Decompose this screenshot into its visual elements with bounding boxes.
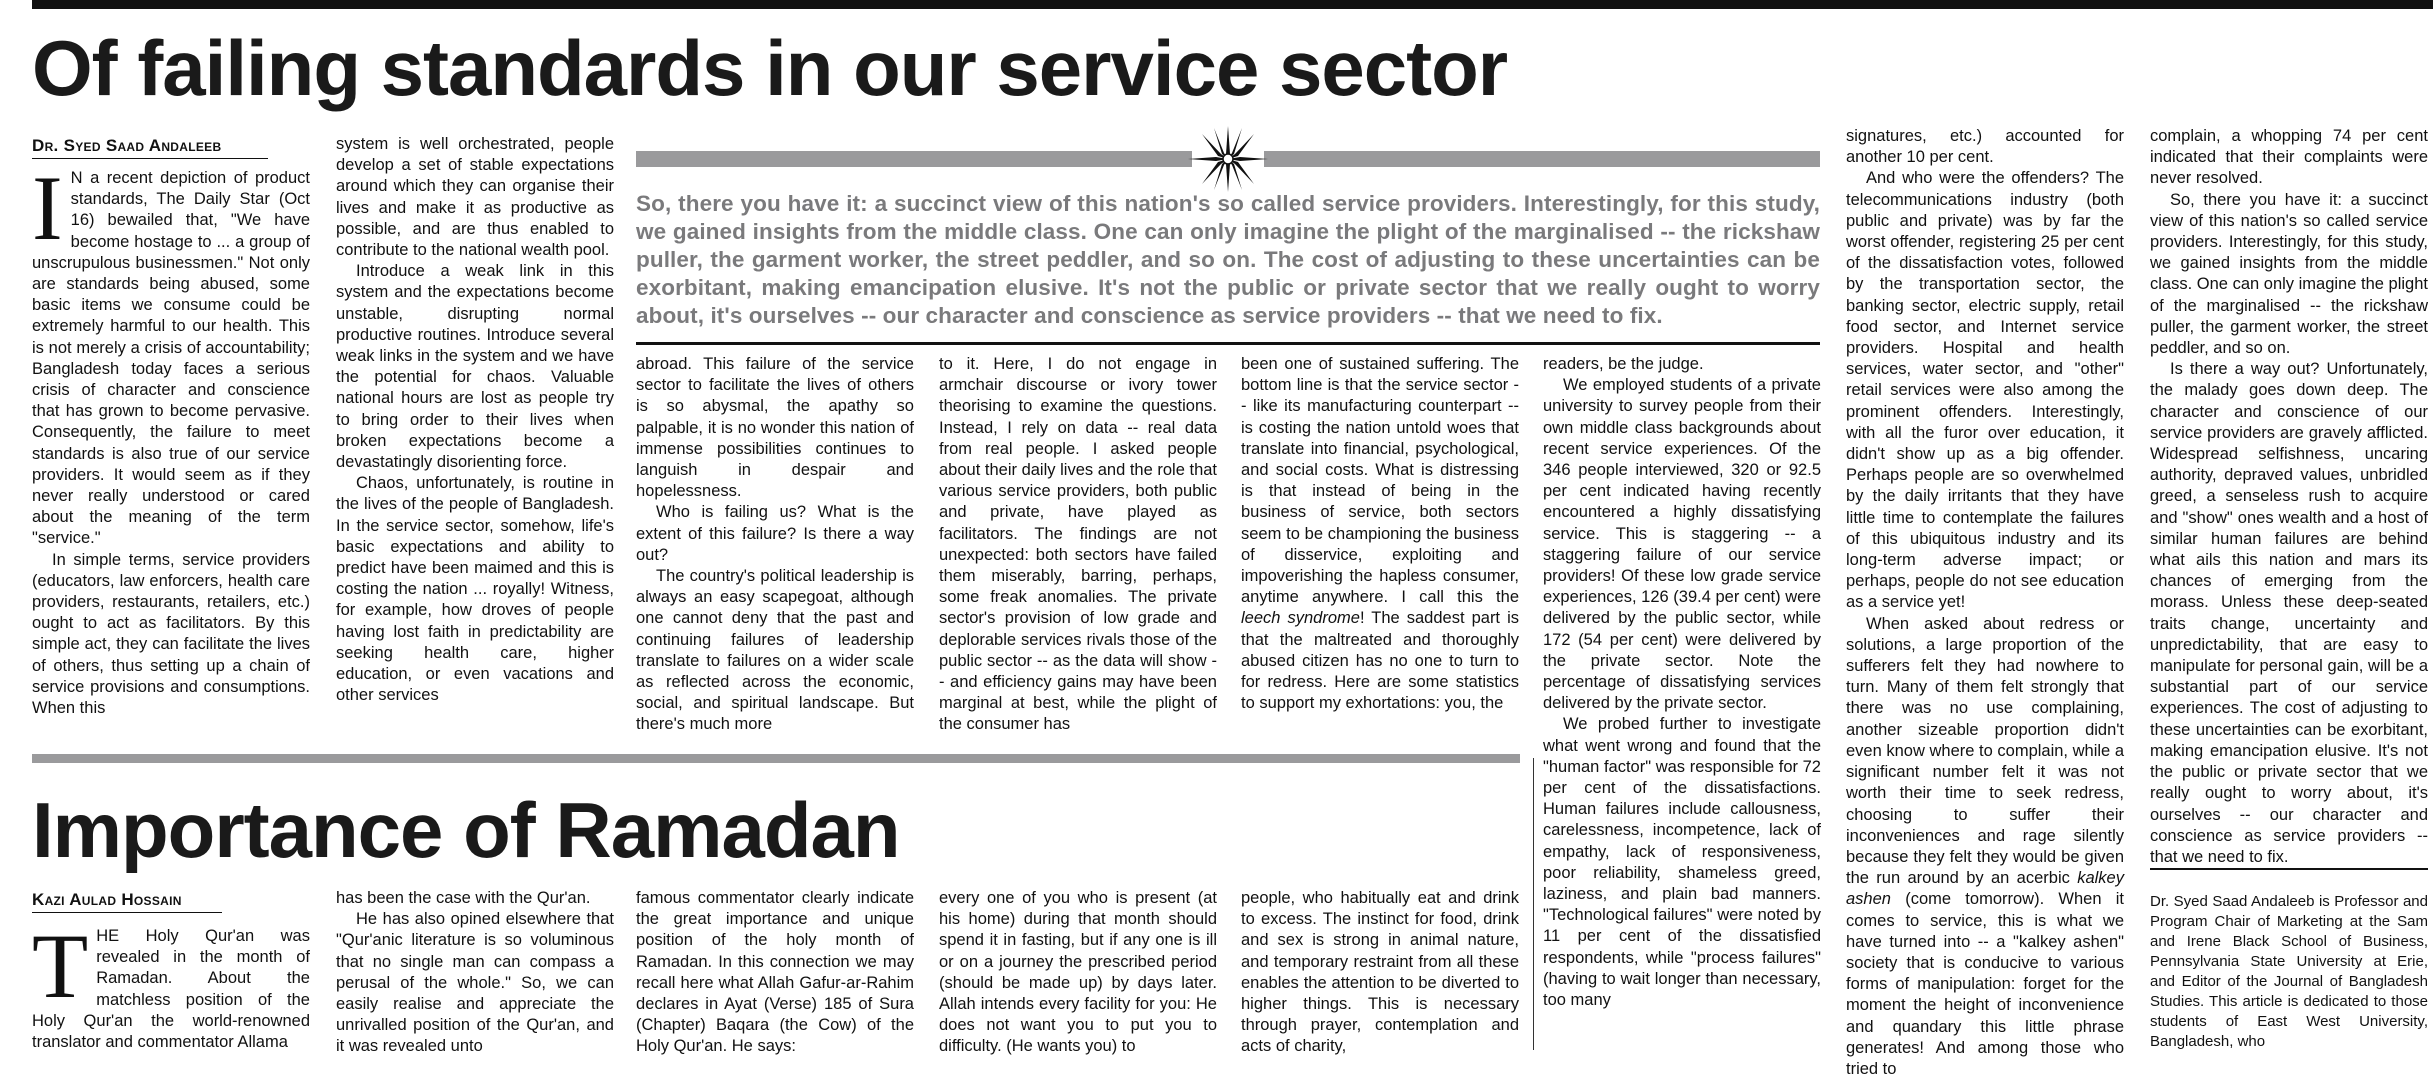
section-divider [32,754,1520,763]
article2-column-4 [939,888,1217,1056]
article1-column-1 [32,157,310,728]
paragraph: We probed further to investigate what went wrong and found that the "human factor" was responsible for 72 per cent of the dissatisfactions. Human failures include callousness, carelessness, incompetence, lack of empathy, lack of responsiveness, poor reliability, shameless greed, laziness, and plain bad manners. "Technological failures" were noted by 11 per cent of the dissatisfied respondents, while "process failures" (having to wait longer than necessary, too many [1543,715,1821,1010]
paragraph: has been the case with the Qur'an. [336,889,591,907]
paragraph: system is well orchestrated, people develop a set of stable expectations around which they can organise their lives and make it as productive as possible, and are thus enabled to contribute to the national wealth pool. [336,135,614,260]
top-rule [32,0,2433,9]
paragraph: readers, be the judge. [1543,355,1704,373]
paragraph: He has also opined elsewhere that "Qur'anic literature is so voluminous that no single man can compass a perusal of the whole." So, we can easily realise and appreciate the unrivalled position of the Qur'an, and it was revealed unto [336,910,614,1056]
pullquote-bar-right [1264,151,1820,167]
article2-column-1 [32,915,310,1052]
paragraph: people, who habitually eat and drink to excess. The instinct for food, drink and sex is strong in animal nature, and temporary restraint from all these enables the attention to be diverted to higher things. This is necessary through prayer, contemplation and acts of charity, [1241,889,1519,1056]
article1-column-5 [1241,354,1519,728]
article2-column-2 [336,888,614,1056]
article1-column-7 [1846,126,2124,1078]
byline-text: Dr. Syed Saad Andaleeb [32,136,222,155]
paragraph: abroad. This failure of the service sector to facilitate the lives of others is so abysmal, the apathy so palpable, it is no wonder this nation of immense possibilities continues to languish in despair and hopelessness. [636,355,914,501]
paragraph: When asked about redress or solutions, a large proportion of the sufferers felt they had nowhere to turn. Many of them felt strongly that there was no use complaining, another sizeable proportion didn't even know where to complain, while a significant number felt it was not worth their time to seek redress, choosing to suffer their inconveniences and rage silently because they felt they would be given the run around by an acerbic [1846,614,2124,888]
article1-column-6 [1543,354,1821,1054]
emphasis: kalkey ashen [1846,869,2124,909]
paragraph: So, there you have it: a succinct view of this nation's so called service providers. Interestingly, for this study, we gained insights from the middle class. One can only imagine the plight of the marginalised -- the rickshaw puller, the garment worker, the street peddler, and so on. [2150,190,2428,358]
pullquote-bottom-rule [636,342,1820,345]
paragraph: been one of sustained suffering. The bottom line is that the service sector -- like its manufacturing counterpart -- is costing the nation untold woes that translate into financial, psychological, and social costs. What is distressing is that instead of being in the business of service, both sectors seem to be championing the business of disservice, exploiting and impoverishing the hapless consumer, anytime anywhere. I call this the [1241,355,1519,607]
article2-byline [32,888,222,913]
starburst-icon [1188,126,1268,192]
dropcap: T [32,915,89,1017]
bio-rule [2150,868,2428,870]
article1-column-8 [2150,126,2428,868]
pullquote: So, there you have it: a succinct view of this nation's so called service providers. Interestingly, for this study, we gained insights from the middle class. One can only imagine the plight of the marginalised -- the rickshaw puller, the garment worker, the street peddler, and so on. The cost of adjusting to these uncertainties can be exorbitant, making emancipation elusive. It's not the public or private sector that we really ought to worry about, it's ourselves -- our character and conscience as service providers -- that we need to fix. [636,191,1820,328]
paragraph: In simple terms, service providers (educators, law enforcers, health care providers, restaurants, retailers, etc.) ought to act as facilitators. By this simple act, they can facilitate the lives of others, thus setting up a chain of service provisions and consumptions. When this [32,550,310,718]
emphasis: leech syndrome [1241,609,1360,628]
paragraph: Is there a way out? Unfortunately, the malady goes down deep. The character and conscience of our service providers are gravely afflicted. Widespread selfishness, uncaring authority, depraved values, unbridled greed, a senseless rush to acquire and "show" ones wealth and a host of similar human failures are behind what ails this nation and mars its chances of emerging from the morass. Unless these deep-seated traits change, uncertainty and unpredictability, that are easy to manipulate for personal gain, will be a substantial part of our service experiences. The cost of adjusting to these uncertainties can be exorbitant, making emancipation elusive. It's not the public or private sector that we really ought to worry about, it's ourselves -- our character and conscience as service providers -- that we need to fix. [2150,360,2428,866]
author-bio: Dr. Syed Saad Andaleeb is Professor and Program Chair of Marketing at the Sam and Irene Black School of Business, Pennsylvania State University at Erie, and Editor of the Journal of Bangladesh Studies. This article is dedicated to those students of East West University, Bangladesh, who [2150,893,2428,1050]
paragraph: The country's political leadership is always an easy scapegoat, although one cannot deny that the past and continuing failures of leadership translate to failures on a wider scale as reflected across the economic, social, and spiritual landscape. But there's much more [636,567,914,734]
paragraph: ! The saddest part is that the maltreated and thoroughly abused citizen has no one to turn to for redress. Here are some statistics to support my exhortations: you, the [1241,609,1519,713]
paragraph: Introduce a weak link in this system and the expectations become unstable, disrupting normal productive routines. Introduce several weak links in the system and we have the potential for chaos. Valuable national hours are lost as people try to bring order to their lives when broken expectations become a devastatingly disorienting force. [336,262,614,472]
article1-column-2 [336,134,614,728]
dropcap: I [32,157,63,259]
paragraph: HE Holy Qur'an was revealed in the month of Ramadan. About the matchless position of the Holy Qur'an the world-renowned translator and commentator Allama [32,927,310,1052]
article2-headline: Importance of Ramadan [32,786,900,874]
article1-byline [32,134,268,159]
paragraph: famous commentator clearly indicate the great importance and unique position of the holy month of Ramadan. In this connection we may recall here what Allah Gafur-ar-Rahim declares in Ayat (Verse) 185 of Sura (Chapter) Baqara (the Cow) of the Holy Qur'an. He says: [636,889,914,1056]
article1-column-4 [939,354,1217,734]
paragraph: We employed students of a private university to survey people from their own middle class backgrounds about recent service experiences. Of the 346 people interviewed, 320 or 92.5 per cent indicated having recently encountered a highly dissatisfying service. This is staggering -- a staggering failure of our service providers! Of these low grade service experiences, 126 (39.4 per cent) were delivered by the public sector, while 172 (54 per cent) were delivered by the private sector. Note the percentage of dissatisfying services delivered by the private sector. [1543,376,1821,713]
article2-column-3 [636,888,914,1056]
paragraph: And who were the offenders? The telecommunications industry (both public and private) was by far the worst offender, registering 25 per cent of the dissatisfaction votes, followed by the transportation sector, the banking sector, electric supply, retail food sector, and Internet service providers. Hospital and health services, water sector, and "other" retail services were also among the prominent offenders. Interestingly, with all the furor over education, it didn't show up as a big offender. Perhaps people are so overwhelmed by the daily irritants that they have little time to contemplate the failures of this ubiquitous industry and its long-term adverse impact; or perhaps, people do not see education as a service yet! [1846,169,2124,612]
paragraph: every one of you who is present (at his home) during that month should spend it in fasting, but if any one is ill or on a journey the prescribed period (should be made up) by days later. Allah intends every facility for you: He does not want you to put you to difficulty. (He wants you) to [939,889,1217,1056]
paragraph: to it. Here, I do not engage in armchair discourse or ivory tower theorising to examine the questions. Instead, I rely on data -- real data from real people. I asked people about their daily lives and the role that various service providers, both public and private, have played as facilitators. The findings are not unexpected: both sectors have failed them miserably, barring, perhaps, some freak anomalies. The private sector's provision of low grade and deplorable services rivals those of the public sector -- as the data will show -- and efficiency gains may have been marginal at best, while the plight of the consumer has [939,355,1217,734]
article1-headline: Of failing standards in our service sector [32,24,1508,112]
pullquote-bar-left [636,151,1192,167]
article1-column-3 [636,354,914,734]
paragraph: complain, a whopping 74 per cent indicated that their complaints were never resolved. [2150,127,2428,188]
paragraph: Chaos, unfortunately, is routine in the lives of the people of Bangladesh. In the service sector, somehow, life's basic expectations and ability to predict have been maimed and this is costing the nation ... royally! Witness, for example, how droves of people having lost faith in predictability are seeking health care, higher education, or even vacations and other services [336,474,614,705]
byline-text: Kazi Aulad Hossain [32,890,182,909]
paragraph: Who is failing us? What is the extent of this failure? Is there a way out? [636,503,914,564]
paragraph: (come tomorrow). When it comes to service, this is what we have turned into -- a "kalkey ashen" society that is conducive to various forms of manipulation: forget for the moment the height of inconvenience and quandary this little phrase generates! And among those who tried to [1846,890,2124,1078]
paragraph: signatures, etc.) accounted for another 10 per cent. [1846,127,2124,167]
column-rule [1533,758,1534,1050]
article2-column-5 [1241,888,1519,1056]
paragraph: N a recent depiction of product standards, The Daily Star (Oct 16) bewailed that, "We have become hostage to ... a group of unscrupulous businessmen." Not only are standards being abused, some basic items we consume could be extremely harmful to our health. This is not merely a crisis of accountability; Bangladesh today faces a serious crisis of character and conscience that has grown to become pervasive. Consequently, the failure to meet standards is also true of our service providers. It would seem as if they never really understood or cared about the meaning of the term "service." [32,169,310,548]
